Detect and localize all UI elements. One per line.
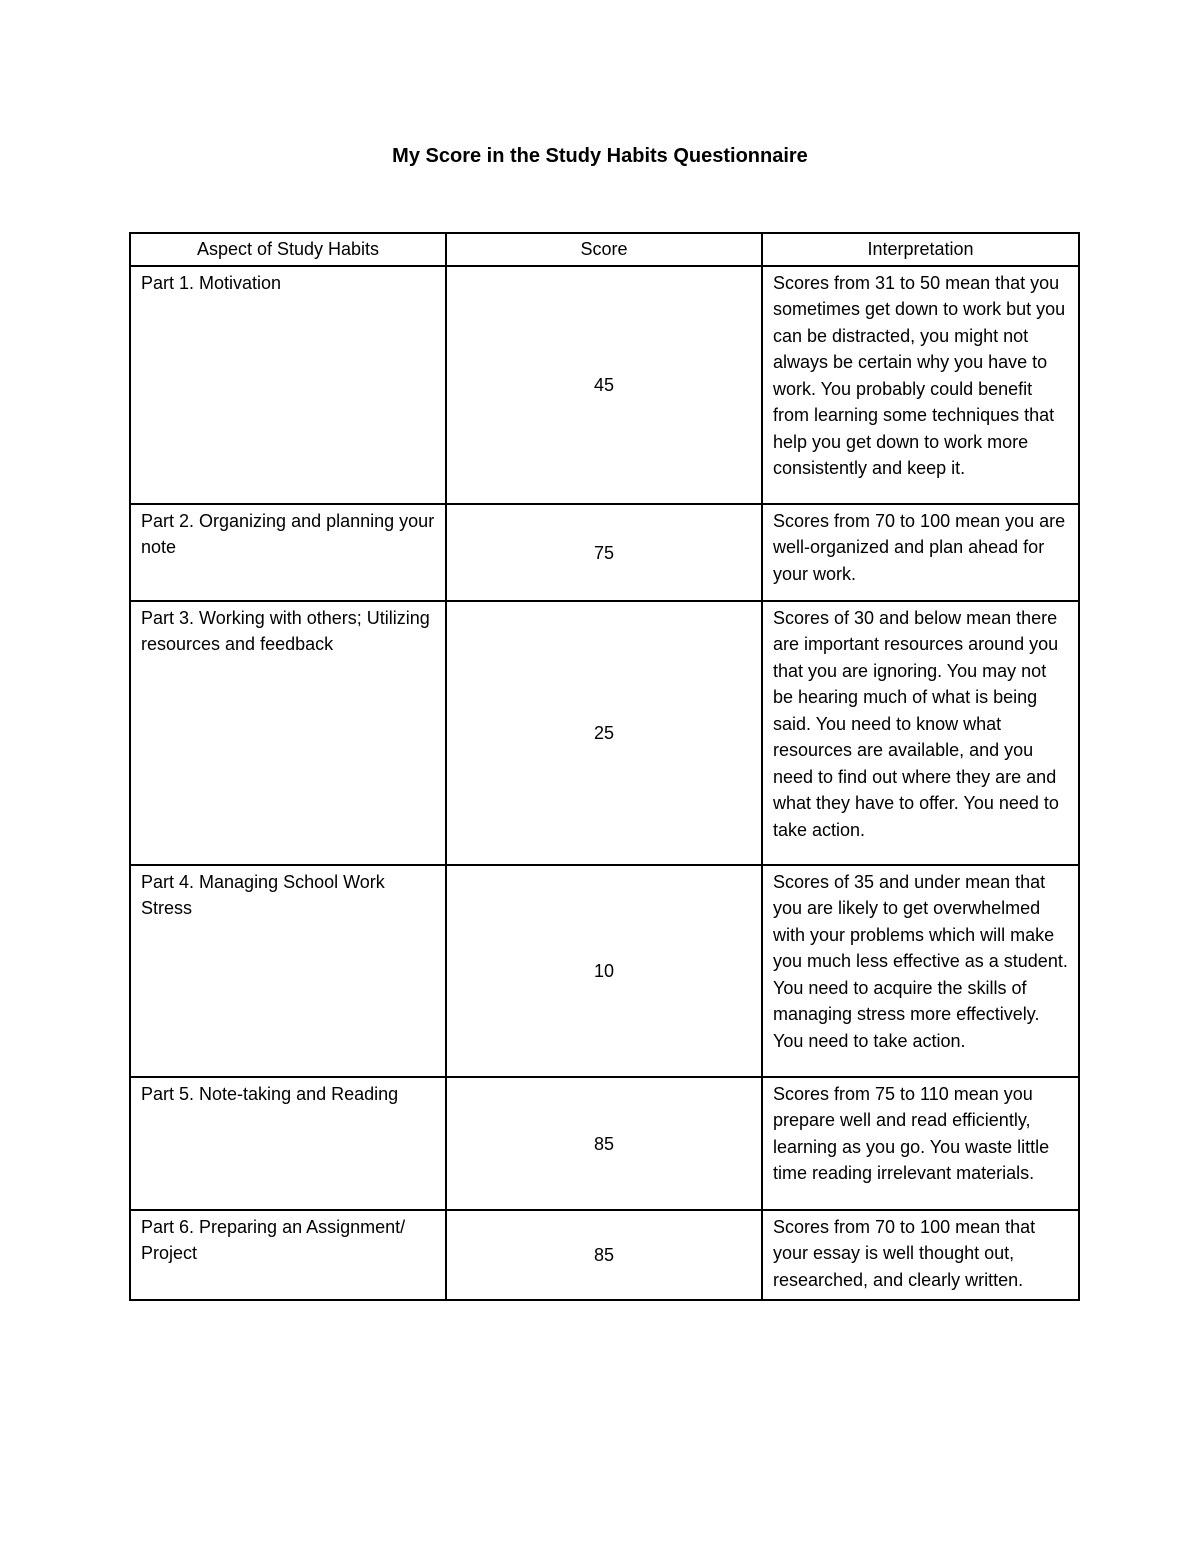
header-aspect: Aspect of Study Habits	[130, 233, 446, 266]
table-row	[130, 1077, 1079, 1210]
aspect-cell: Part 3. Working with others; Utilizing resources and feedback	[130, 601, 446, 865]
score-cell: 10	[446, 865, 762, 1077]
interpretation-cell: Scores from 31 to 50 mean that you sometimes get down to work but you can be distracted, you might not always be certain why you have to work. You probably could benefit from learning some techniques that help you get down to work more consistently and keep it.	[762, 266, 1079, 504]
score-cell: 85	[446, 1077, 762, 1210]
table-row	[130, 1210, 1079, 1300]
table-row	[130, 504, 1079, 601]
header-interpretation: Interpretation	[762, 233, 1079, 266]
interpretation-cell: Scores from 70 to 100 mean that your essay is well thought out, researched, and clearly written.	[762, 1210, 1079, 1300]
table-row	[130, 865, 1079, 1077]
aspect-cell: Part 2. Organizing and planning your note	[130, 504, 446, 601]
table-row	[130, 266, 1079, 504]
aspect-cell: Part 4. Managing School Work Stress	[130, 865, 446, 1077]
aspect-cell: Part 5. Note-taking and Reading	[130, 1077, 446, 1210]
score-cell: 25	[446, 601, 762, 865]
interpretation-cell: Scores from 70 to 100 mean you are well-organized and plan ahead for your work.	[762, 504, 1079, 601]
score-cell: 75	[446, 504, 762, 601]
score-cell: 85	[446, 1210, 762, 1300]
aspect-cell: Part 6. Preparing an Assignment/ Project	[130, 1210, 446, 1300]
interpretation-cell: Scores of 35 and under mean that you are likely to get overwhelmed with your problems which will make you much less effective as a student. You need to acquire the skills of managing stress more effectively. You need to take action.	[762, 865, 1079, 1077]
header-score: Score	[446, 233, 762, 266]
table-header-row	[130, 233, 1079, 266]
page-title: My Score in the Study Habits Questionnaire	[392, 145, 808, 167]
interpretation-cell: Scores from 75 to 110 mean you prepare well and read efficiently, learning as you go. You waste little time reading irrelevant materials.	[762, 1077, 1079, 1210]
aspect-cell: Part 1. Motivation	[130, 266, 446, 504]
score-cell: 45	[446, 266, 762, 504]
study-habits-score-table	[129, 232, 1080, 1301]
table-row	[130, 601, 1079, 865]
interpretation-cell: Scores of 30 and below mean there are important resources around you that you are ignoring. You may not be hearing much of what is being said. You need to know what resources are available, and you need to find out where they are and what they have to offer. You need to take action.	[762, 601, 1079, 865]
